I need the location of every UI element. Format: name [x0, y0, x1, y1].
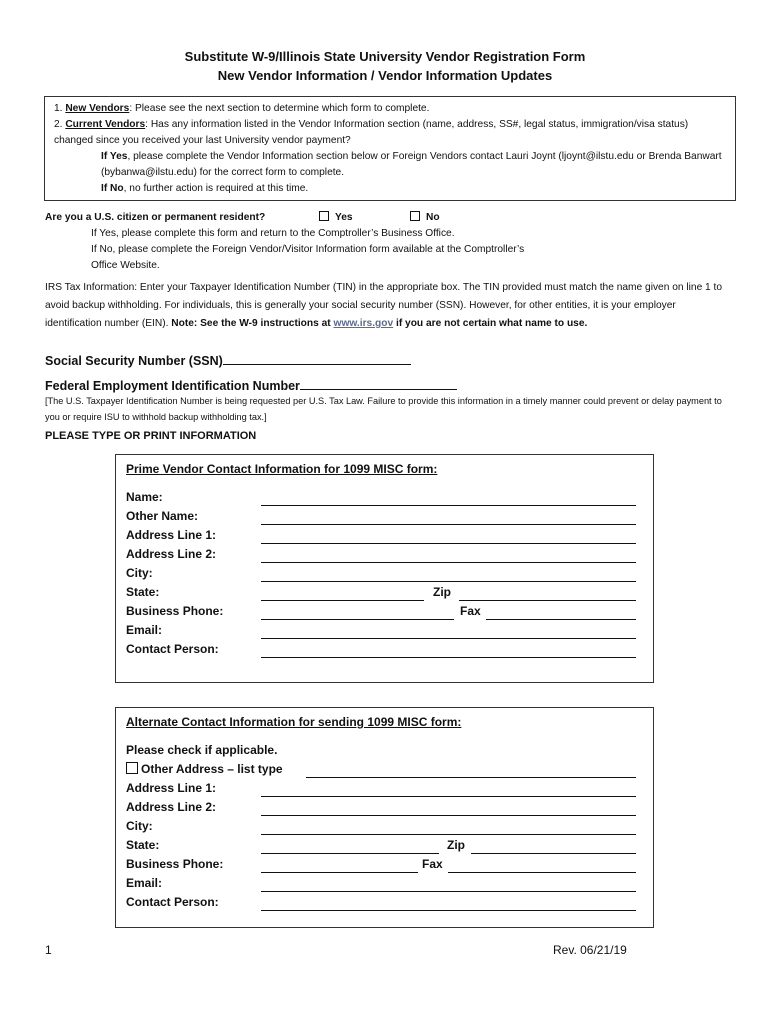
please-type-heading: PLEASE TYPE OR PRINT INFORMATION	[45, 430, 257, 442]
prime-other-name-input[interactable]	[261, 524, 636, 525]
alternate-address1-row: Address Line 1:	[126, 781, 641, 800]
alternate-state-row: State: Zip	[126, 838, 641, 857]
ein-input-line[interactable]	[300, 377, 457, 390]
alternate-city-input[interactable]	[261, 834, 636, 835]
instruction-item-2: 2. Current Vendors: Has any information listed in the Vendor Information section (name, address, SS#, legal status, immigration/visa status) changed since you received your last University vendor payment?	[54, 119, 689, 146]
irs-link[interactable]: www.irs.gov	[333, 318, 394, 329]
prime-contact-input[interactable]	[261, 657, 636, 658]
prime-address1-input[interactable]	[261, 543, 636, 544]
prime-city-row: City:	[126, 566, 641, 585]
alternate-city-row: City:	[126, 819, 641, 838]
irs-tax-information: IRS Tax Information: Enter your Taxpayer Identification Number (TIN) in the appropriate box. The TIN provided must match the name given on line 1 to avoid backup withholding. For individuals, this is generally your social security number (SSN). However, for other entities, it is your employer identification number (EIN). Note: See the W-9 instructions at www.irs.gov if you are not certain what name to use.	[45, 282, 723, 329]
ssn-field[interactable]: Social Security Number (SSN)	[45, 352, 411, 368]
alternate-contact-row: Contact Person:	[126, 895, 641, 914]
prime-contact-row: Contact Person:	[126, 642, 641, 661]
prime-address1-row: Address Line 1:	[126, 528, 641, 547]
checkbox-icon[interactable]	[319, 211, 329, 221]
prime-vendor-box	[115, 454, 654, 683]
prime-email-row: Email:	[126, 623, 641, 642]
current-vendors-term: Current Vendors	[65, 119, 146, 130]
prime-email-input[interactable]	[261, 638, 636, 639]
alternate-fax-input[interactable]	[448, 872, 636, 873]
citizen-instructions: If Yes, please complete this form and return to the Comptroller’s Business Office. If No, please complete the Foreign Vendor/Visitor Information form available at the Comptroller’s Office Website.	[91, 228, 525, 271]
prime-name-row: Name:	[126, 490, 641, 509]
alternate-other-address-row: Other Address – list type	[126, 762, 641, 781]
form-title: Substitute W-9/Illinois State University Vendor Registration Form	[184, 49, 586, 64]
alternate-address2-input[interactable]	[261, 815, 636, 816]
prime-zip-input[interactable]	[459, 600, 636, 601]
citizen-question: Are you a U.S. citizen or permanent resident?	[45, 212, 266, 223]
prime-name-input[interactable]	[261, 505, 636, 506]
if-no-instruction: If No, no further action is required at this time.	[101, 183, 309, 194]
prime-state-input[interactable]	[261, 600, 424, 601]
prime-vendor-title: Prime Vendor Contact Information for 1099 MISC form:	[126, 462, 438, 476]
alternate-address1-input[interactable]	[261, 796, 636, 797]
alternate-phone-row: Business Phone: Fax	[126, 857, 641, 876]
alternate-address-type-input[interactable]	[306, 777, 636, 778]
checkbox-icon[interactable]	[410, 211, 420, 221]
instruction-item-1: 1. New Vendors: Please see the next section to determine which form to complete.	[54, 103, 430, 114]
prime-phone-row: Business Phone: Fax	[126, 604, 641, 623]
prime-fax-input[interactable]	[486, 619, 636, 620]
alternate-email-input[interactable]	[261, 891, 636, 892]
ssn-input-line[interactable]	[223, 352, 411, 365]
alternate-contact-input[interactable]	[261, 910, 636, 911]
prime-address2-input[interactable]	[261, 562, 636, 563]
revision-date: Rev. 06/21/19	[553, 943, 627, 957]
page-number: 1	[45, 943, 52, 957]
citizen-no-option[interactable]: No	[410, 210, 440, 226]
form-subtitle: New Vendor Information / Vendor Information Updates	[217, 68, 553, 83]
alternate-email-row: Email:	[126, 876, 641, 895]
citizen-yes-option[interactable]: Yes	[319, 210, 353, 226]
prime-state-row: State: Zip	[126, 585, 641, 604]
ein-field[interactable]: Federal Employment Identification Number	[45, 377, 457, 393]
alternate-check-row: Please check if applicable.	[126, 743, 278, 757]
instructions-box	[44, 96, 736, 201]
alternate-phone-input[interactable]	[261, 872, 418, 873]
if-yes-instruction: If Yes, please complete the Vendor Information section below or Foreign Vendors contact Lauri Joynt (ljoynt@ilstu.edu or Brenda Banwart (bybanwa@ilstu.edu) for the correct form to complete.	[101, 151, 722, 178]
alternate-state-input[interactable]	[261, 853, 439, 854]
alternate-contact-title: Alternate Contact Information for sending 1099 MISC form:	[126, 715, 462, 729]
checkbox-icon[interactable]	[126, 762, 138, 774]
alternate-zip-input[interactable]	[471, 853, 636, 854]
alternate-contact-box	[115, 707, 654, 928]
new-vendors-term: New Vendors	[65, 103, 130, 114]
tin-note: [The U.S. Taxpayer Identification Number is being requested per U.S. Tax Law. Failure to provide this information in a timely manner could prevent or delay payment to you or require ISU to withhold backup withholding tax.]	[45, 396, 722, 422]
citizen-question-row	[45, 210, 745, 226]
prime-city-input[interactable]	[261, 581, 636, 582]
alternate-address2-row: Address Line 2:	[126, 800, 641, 819]
prime-phone-input[interactable]	[261, 619, 454, 620]
prime-other-name-row: Other Name:	[126, 509, 641, 528]
prime-address2-row: Address Line 2:	[126, 547, 641, 566]
